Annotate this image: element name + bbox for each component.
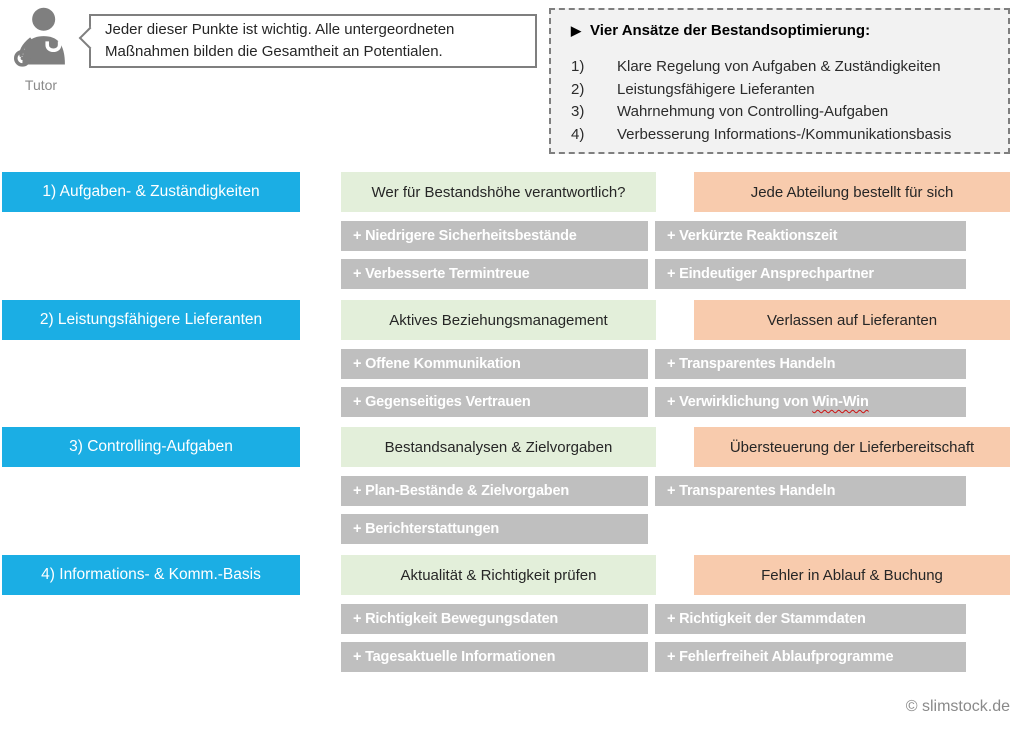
section-2-benefit: + Transparentes Handeln bbox=[655, 349, 966, 379]
benefit-text-prefix: + Verwirklichung von bbox=[667, 394, 813, 410]
overview-item-text: Wahrnehmung von Controlling-Aufgaben bbox=[617, 103, 889, 120]
section-4-benefit: + Richtigkeit Bewegungsdaten bbox=[341, 604, 648, 634]
section-4-good-box: Aktualität & Richtigkeit prüfen bbox=[341, 555, 656, 595]
section-2-benefit: + Gegenseitiges Vertrauen bbox=[341, 387, 648, 417]
speech-bubble-tail bbox=[79, 27, 102, 50]
overview-item-number: 3) bbox=[571, 103, 585, 120]
speech-bubble-text: Jeder dieser Punkte ist wichtig. Alle untergeordneten Maßnahmen bilden die Gesamtheit an Potentialen. bbox=[105, 21, 455, 60]
overview-item-number: 4) bbox=[571, 125, 585, 143]
tutor-doctor-icon bbox=[10, 55, 72, 72]
section-2-benefit: + Offene Kommunikation bbox=[341, 349, 648, 379]
section-informations-komm-basis bbox=[0, 555, 1020, 675]
section-aufgaben-zustaendigkeiten bbox=[0, 172, 1020, 292]
section-1-benefit: + Verkürzte Reaktionszeit bbox=[655, 221, 966, 251]
overview-item bbox=[571, 101, 998, 124]
section-2-good-box: Aktives Beziehungsmanagement bbox=[341, 300, 656, 340]
benefit-text-spellcheck: Win-Win bbox=[812, 394, 869, 410]
section-4-benefit: + Richtigkeit der Stammdaten bbox=[655, 604, 966, 634]
copyright-slimstock: © slimstock.de bbox=[905, 698, 1010, 715]
tutor-figure bbox=[8, 6, 74, 93]
overview-item bbox=[571, 124, 998, 147]
overview-title-row bbox=[571, 22, 998, 39]
section-4-label-box: 4) Informations- & Komm.-Basis bbox=[2, 555, 300, 595]
section-4-benefit: + Fehlerfreiheit Ablaufprogramme bbox=[655, 642, 966, 672]
section-1-benefit: + Niedrigere Sicherheitsbestände bbox=[341, 221, 648, 251]
section-4-benefit: + Tagesaktuelle Informationen bbox=[341, 642, 648, 672]
overview-list bbox=[571, 56, 998, 146]
play-triangle-icon: ▶ bbox=[571, 22, 581, 38]
overview-item-text: Klare Regelung von Aufgaben & Zuständigkeiten bbox=[617, 58, 941, 75]
section-3-benefit: + Plan-Bestände & Zielvorgaben bbox=[341, 476, 648, 506]
section-2-bad-box: Verlassen auf Lieferanten bbox=[694, 300, 1010, 340]
section-1-label-box: 1) Aufgaben- & Zuständigkeiten bbox=[2, 172, 300, 212]
section-3-bad-box: Übersteuerung der Lieferbereitschaft bbox=[694, 427, 1010, 467]
section-2-benefit-win-win bbox=[655, 387, 966, 417]
section-leistungsfaehigere-lieferanten bbox=[0, 300, 1020, 420]
section-3-benefit: + Transparentes Handeln bbox=[655, 476, 966, 506]
overview-item-number: 1) bbox=[571, 58, 585, 75]
section-1-bad-box: Jede Abteilung bestellt für sich bbox=[694, 172, 1010, 212]
section-3-benefit: + Berichterstattungen bbox=[341, 514, 648, 544]
tutor-speech-bubble bbox=[89, 14, 537, 68]
section-2-label-box: 2) Leistungsfähigere Lieferanten bbox=[2, 300, 300, 340]
overview-item-text: Leistungsfähigere Lieferanten bbox=[617, 80, 815, 98]
section-3-label-box: 3) Controlling-Aufgaben bbox=[2, 427, 300, 467]
section-3-good-box: Bestandsanalysen & Zielvorgaben bbox=[341, 427, 656, 467]
tutor-label: Tutor bbox=[24, 77, 58, 93]
section-1-good-box: Wer für Bestandshöhe verantwortlich? bbox=[341, 172, 656, 212]
section-4-bad-box: Fehler in Ablauf & Buchung bbox=[694, 555, 1010, 595]
overview-title: Vier Ansätze der Bestandsoptimierung: bbox=[590, 22, 871, 39]
section-1-benefit: + Verbesserte Termintreue bbox=[341, 259, 648, 289]
overview-item-number: 2) bbox=[571, 80, 585, 98]
overview-panel bbox=[549, 8, 1010, 154]
overview-item bbox=[571, 79, 998, 102]
section-controlling-aufgaben bbox=[0, 427, 1020, 547]
overview-item bbox=[571, 56, 998, 79]
overview-item-text: Verbesserung Informations-/Kommunikationsbasis bbox=[617, 125, 952, 143]
section-1-benefit: + Eindeutiger Ansprechpartner bbox=[655, 259, 966, 289]
